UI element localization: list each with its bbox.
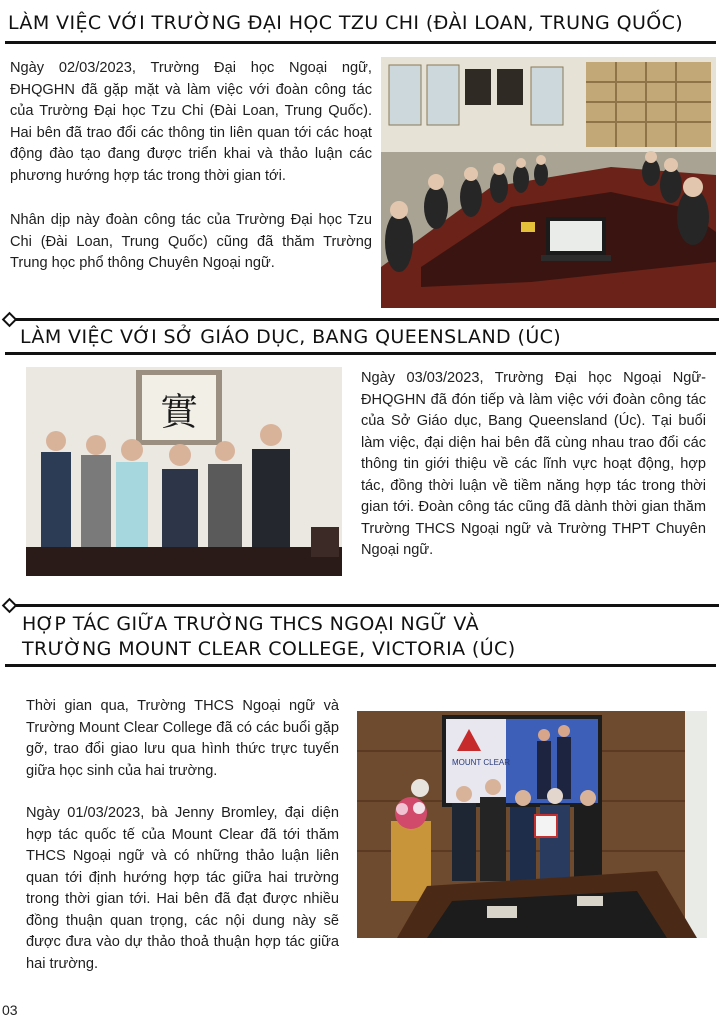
section-1-paragraph-1: Ngày 02/03/2023, Trường Đại học Ngoại ngữ, ĐHQGHN đã gặp mặt và làm việc với đoàn công tác của Trường Đại học Tzu Chi (Đài Loan, Trung Quốc). Hai bên đã trao đổi các thông tin liên quan tới các hoạt động đào tạo đang được triển khai và thảo luận các phương hướng hợp tác trong thời gian tới. — [10, 60, 372, 184]
section-2-heading: LÀM VIỆC VỚI SỞ GIÁO DỤC, BANG QUEENSLAND (ÚC) — [20, 326, 562, 348]
section-3-heading-line-1: HỢP TÁC GIỮA TRƯỜNG THCS NGOẠI NGỮ VÀ — [22, 613, 479, 635]
queensland-delegation-photo — [26, 367, 342, 576]
section-3-paragraph-1: Thời gian qua, Trường THCS Ngoại ngữ và Trường Mount Clear College đã có các buổi gặp gỡ, trao đổi giao lưu qua hình thức trực tuyến giữa học sinh của hai trường. — [26, 698, 339, 779]
section-3-top-rule — [15, 604, 719, 607]
section-2-paragraph: Ngày 03/03/2023, Trường Đại học Ngoại Ngữ-ĐHQGHN đã đón tiếp và làm việc với đoàn công tác của Sở Giáo dục, Bang Queensland (Úc). Tại buổi làm việc, đại diện hai bên đã cùng nhau trao đổi các thông tin giới thiệu về các lĩnh vực hoạt động, hợp tác, đồng thời luận về tiềm năng hợp tác trong thời gian tới. Đoàn công tác cũng đã dành thời gian thăm Trường THCS Ngoại ngữ và Trường THPT Chuyên Ngoại ngữ. — [361, 370, 706, 558]
section-1-heading: LÀM VIỆC VỚI TRƯỜNG ĐẠI HỌC TZU CHI (ĐÀI LOAN, TRUNG QUỐC) — [8, 12, 684, 34]
tzu-chi-meeting-photo — [381, 57, 716, 308]
mount-clear-meeting-photo — [357, 711, 707, 938]
calligraphy-character: 實 — [159, 390, 199, 434]
section-3-heading-rule — [5, 664, 716, 667]
section-3-heading-line-2: TRƯỜNG MOUNT CLEAR COLLEGE, VICTORIA (ÚC) — [22, 638, 516, 660]
section-1-paragraph-2: Nhân dịp này đoàn công tác của Trường Đại học Tzu Chi (Đài Loan, Trung Quốc) cũng đã thăm Trường Trung học phổ thông Chuyên Ngoại ngữ. — [10, 212, 372, 271]
section-2-top-rule — [15, 318, 719, 321]
page-number: 03 — [2, 1002, 18, 1018]
section-2-heading-rule — [5, 352, 716, 355]
screen-logo-text: MOUNT CLEAR — [451, 758, 511, 767]
section-3-paragraph-2: Ngày 01/03/2023, bà Jenny Bromley, đại diện hợp tác quốc tế của Mount Clear đã tới thăm THCS Ngoại ngữ và có những thảo luận liên quan tới định hướng hợp tác giữa hai trường trong thời gian tới. Hai bên đã đạt được nhiều đồng thuận quan trọng, các nội dung này sẽ được đưa vào dự thảo thoả thuận hợp tác giữa hai trường. — [26, 805, 339, 972]
section-1-heading-rule — [5, 41, 716, 44]
